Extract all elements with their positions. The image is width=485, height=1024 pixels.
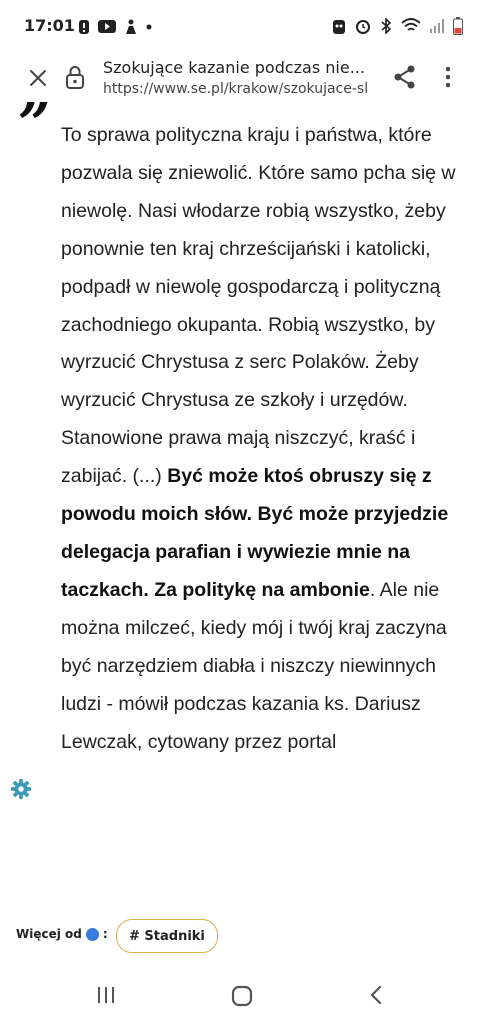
close-icon[interactable] (26, 66, 50, 90)
page-title[interactable]: Szokujące kazanie podczas nie... (103, 58, 365, 77)
alarm-icon (355, 18, 371, 34)
article-text-bold: Być może ktoś obruszy się z powodu moich słów. Być może przyjedzie delegacja parafian i wywiezie mnie na taczkach. Za politykę na ambonie (61, 465, 449, 601)
article-paragraph (61, 117, 466, 761)
status-time: 17:01 (24, 16, 75, 35)
accessibility-icon (124, 19, 138, 34)
article-body (61, 117, 466, 761)
battery-saver-icon (332, 18, 346, 34)
gear-icon[interactable] (10, 778, 32, 800)
signal-icon (430, 19, 444, 33)
source-logo-icon[interactable] (86, 928, 99, 941)
back-icon[interactable] (368, 984, 384, 1006)
share-icon[interactable] (392, 64, 418, 90)
notification-icon (78, 20, 90, 34)
more-from-colon: : (102, 927, 108, 941)
battery-icon (453, 17, 463, 35)
quote-mark: ” (18, 91, 51, 157)
youtube-icon (98, 20, 116, 33)
url-bar (0, 50, 485, 106)
wifi-icon (401, 18, 421, 34)
more-options-icon[interactable] (438, 64, 458, 90)
more-from-label: Więcej od (16, 927, 82, 941)
recent-apps-icon[interactable] (96, 986, 116, 1004)
navigation-bar (0, 966, 485, 1024)
status-bar (0, 0, 485, 50)
more-from-source (16, 927, 108, 941)
bluetooth-icon (380, 18, 392, 34)
status-right-icons (332, 17, 463, 35)
status-left-icons (78, 19, 152, 34)
dot-icon (146, 24, 152, 30)
home-icon[interactable] (231, 985, 253, 1007)
url-address[interactable]: https://www.se.pl/krakow/szokujace-sl (103, 81, 369, 97)
article-text-after: . Ale nie można milczeć, kiedy mój i twój kraj zaczyna być narzędziem diabła i niszczy niewinnych ludzi - mówił podczas kazania ks. Dariusz Lewczak, cytowany przez portal (61, 578, 447, 753)
article-text-before: To sprawa polityczna kraju i państwa, które pozwala się zniewolić. Które samo pcha się w niewolę. Nasi włodarze robią wszystko, żeby ponownie ten kraj chrześcijański i katolicki, podpadł w niewolę gospodarczą i polityczną zachodniego okupanta. Robią wszystko, by wyrzucić Chrystusa z serc Polaków. Żeby wyrzucić Chrystusa ze szkoły i urzędów. Stanowione prawa mają niszczyć, kraść i zabijać. (...) (61, 124, 456, 488)
lock-icon[interactable] (64, 65, 86, 89)
tag-chip-stadniki[interactable]: # Stadniki (116, 919, 218, 953)
